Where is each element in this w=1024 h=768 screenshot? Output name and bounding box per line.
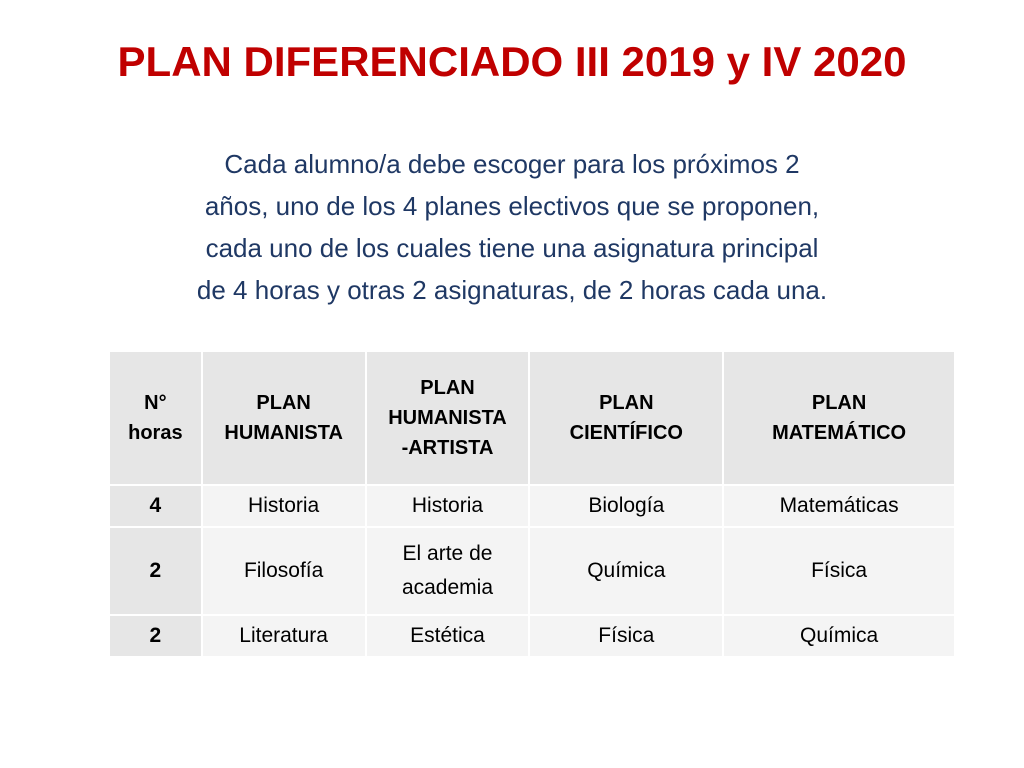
- intro-line: de 4 horas y otras 2 asignaturas, de 2 horas cada una.: [196, 275, 828, 305]
- header-line: CIENTÍFICO: [569, 422, 683, 444]
- table-cell: Química: [724, 616, 954, 656]
- hours-cell: 4: [110, 486, 201, 526]
- intro-paragraph: [130, 143, 894, 311]
- header-plan-cientifico: [530, 352, 722, 484]
- header-plan-humanista: [203, 352, 365, 484]
- table-cell: Literatura: [203, 616, 365, 656]
- table-cell: Física: [724, 528, 954, 614]
- table-cell: Biología: [530, 486, 722, 526]
- header-plan-humanista-artista: [367, 352, 529, 484]
- header-hours: [110, 352, 201, 484]
- table-row: [110, 486, 954, 526]
- table-cell: Estética: [367, 616, 529, 656]
- hours-cell: 2: [110, 528, 201, 614]
- plans-table: [108, 350, 956, 658]
- table-cell: Filosofía: [203, 528, 365, 614]
- table-cell: Física: [530, 616, 722, 656]
- cell-line: academia: [401, 576, 494, 599]
- header-plan-matematico: [724, 352, 954, 484]
- cell-line: El arte de: [402, 542, 493, 565]
- header-line: PLAN: [811, 392, 867, 414]
- table-cell: Matemáticas: [724, 486, 954, 526]
- hours-cell: 2: [110, 616, 201, 656]
- table-row: [110, 616, 954, 656]
- header-line: PLAN: [599, 392, 654, 414]
- header-line: -ARTISTA: [401, 437, 494, 459]
- table-cell: Historia: [367, 486, 529, 526]
- table-cell: Química: [530, 528, 722, 614]
- table-cell: Historia: [203, 486, 365, 526]
- intro-line: cada uno de los cuales tiene una asignatura principal: [205, 233, 819, 263]
- header-line: HUMANISTA: [388, 407, 507, 429]
- header-line: HUMANISTA: [224, 422, 343, 444]
- header-line: PLAN: [256, 392, 311, 414]
- intro-line: Cada alumno/a debe escoger para los próximos 2: [224, 149, 800, 179]
- header-line: horas: [128, 422, 183, 444]
- intro-line: años, uno de los 4 planes electivos que se proponen,: [204, 191, 820, 221]
- table-cell: [367, 528, 529, 614]
- header-line: MATEMÁTICO: [772, 422, 907, 444]
- table-row: [110, 528, 954, 614]
- header-line: N°: [144, 392, 167, 414]
- table-header-row: [110, 352, 954, 484]
- page-title: PLAN DIFERENCIADO III 2019 y IV 2020: [117, 38, 907, 85]
- header-line: PLAN: [420, 377, 475, 399]
